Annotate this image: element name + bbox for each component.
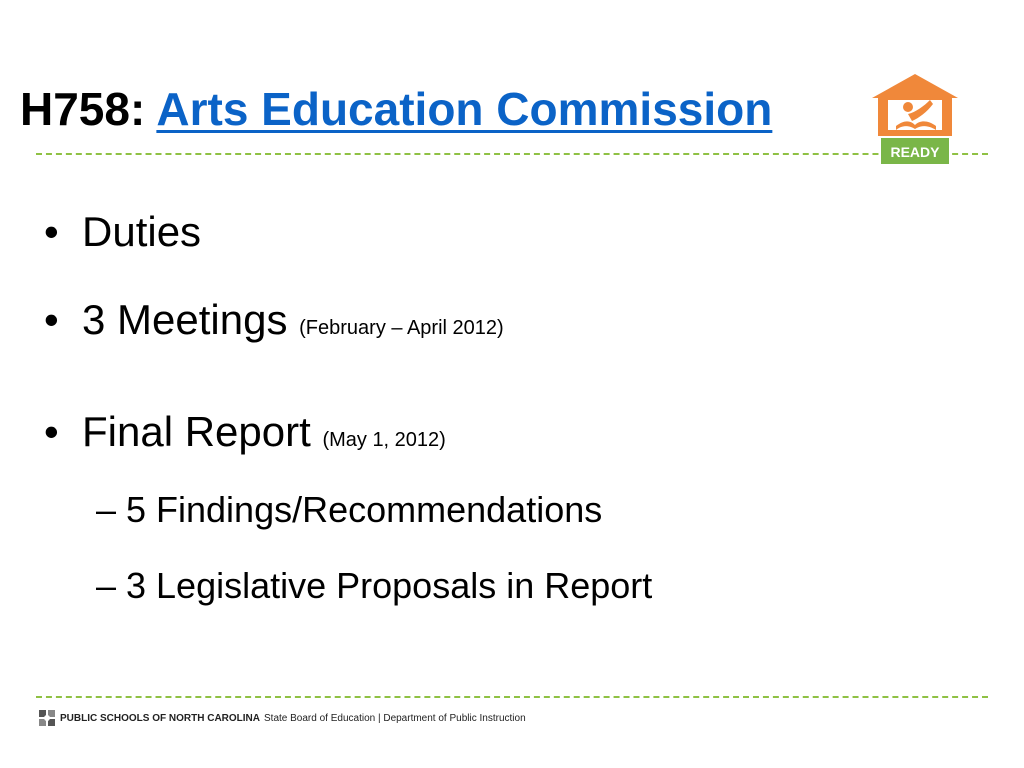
bullet-text: Duties — [82, 208, 202, 255]
nc-seal-icon — [38, 709, 56, 727]
page-title — [20, 83, 773, 135]
sub-bullet-glyph: – — [96, 565, 117, 606]
bullet-item — [44, 296, 504, 343]
bullet-text: Final Report — [82, 408, 311, 455]
bullet-item — [44, 208, 202, 255]
bullet-glyph: • — [44, 408, 59, 455]
bullet-text: 3 Meetings — [82, 296, 288, 343]
sub-bullet-item — [96, 489, 603, 530]
sub-bullet-item — [96, 565, 653, 606]
sub-bullet-text: 5 Findings/Recommendations — [126, 489, 603, 530]
title-prefix: H758: — [20, 83, 146, 135]
bullet-glyph: • — [44, 296, 59, 343]
footer — [38, 709, 526, 727]
footer-org: PUBLIC SCHOOLS OF NORTH CAROLINA — [60, 712, 260, 724]
footer-detail: State Board of Education | Department of Public Instruction — [264, 712, 526, 724]
bullet-note: (February – April 2012) — [299, 317, 504, 339]
sub-bullet-text: 3 Legislative Proposals in Report — [126, 565, 653, 606]
bottom-divider — [36, 696, 988, 698]
bullet-item — [44, 408, 446, 455]
logo-badge-text: READY — [890, 144, 940, 160]
bullet-glyph: • — [44, 208, 59, 255]
nc-ready-house-icon — [872, 74, 958, 166]
top-divider — [36, 153, 988, 155]
sub-bullet-glyph: – — [96, 489, 117, 530]
title-link[interactable]: Arts Education Commission — [156, 83, 773, 135]
bullet-note: (May 1, 2012) — [322, 429, 446, 451]
